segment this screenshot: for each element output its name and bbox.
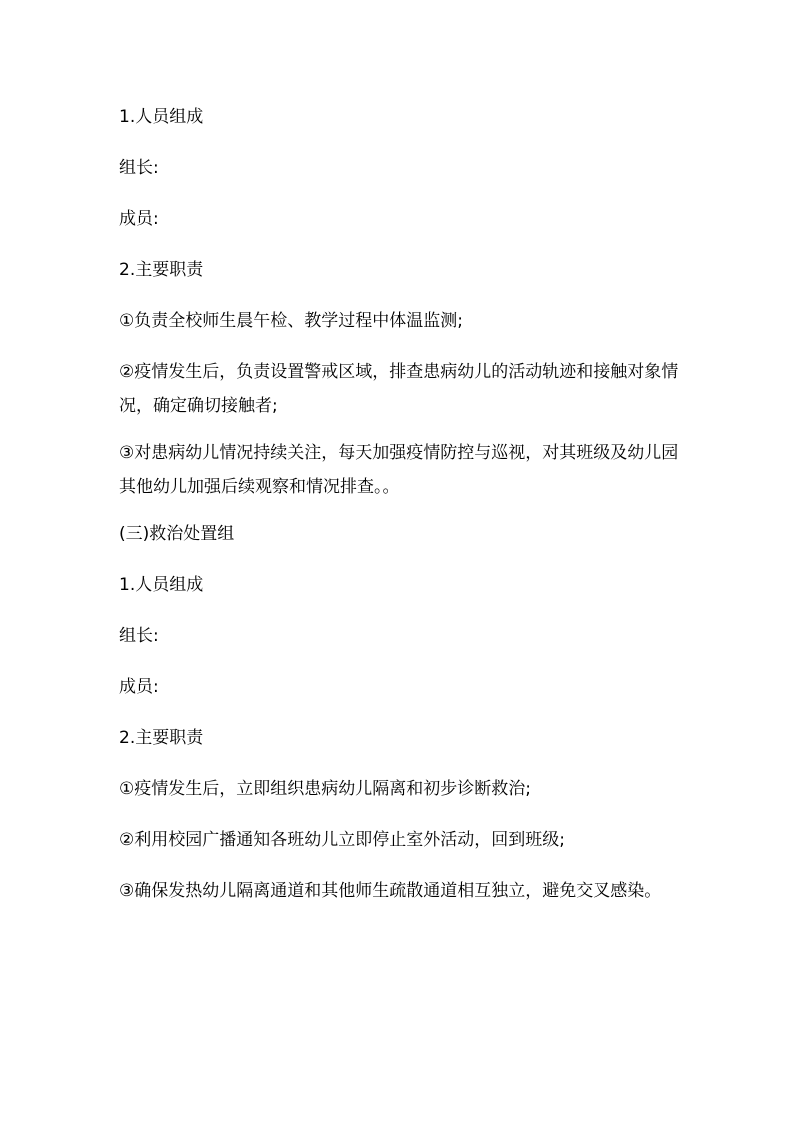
duty-item: ②疫情发生后，负责设置警戒区域，排查患病幼儿的活动轨迹和接触对象情况，确定确切接触者; (119, 362, 679, 416)
leader-field: 组长: (119, 158, 159, 178)
duty-item: ①疫情发生后，立即组织患病幼儿隔离和初步诊断救治; (119, 779, 531, 799)
duty-item: ③确保发热幼儿隔离通道和其他师生疏散通道相互独立，避免交叉感染。 (119, 881, 662, 901)
members-field: 成员: (119, 677, 159, 697)
duty-item: ①负责全校师生晨午检、教学过程中体温监测; (119, 311, 463, 331)
members-field: 成员: (119, 209, 159, 229)
section-heading-duties: 2.主要职责 (119, 728, 204, 748)
duty-item: ②利用校园广播通知各班幼儿立即停止室外活动，回到班级; (119, 830, 565, 850)
section-heading-personnel: 1.人员组成 (119, 575, 204, 595)
duty-item: ③对患病幼儿情况持续关注，每天加强疫情防控与巡视，对其班级及幼儿园其他幼儿加强后续观察和情况排查。。 (119, 443, 679, 497)
document-body (119, 104, 679, 925)
leader-field: 组长: (119, 626, 159, 646)
group-heading-treatment: (三)救治处置组 (119, 524, 235, 544)
section-heading-duties: 2.主要职责 (119, 260, 204, 280)
section-heading-personnel: 1.人员组成 (119, 107, 204, 127)
